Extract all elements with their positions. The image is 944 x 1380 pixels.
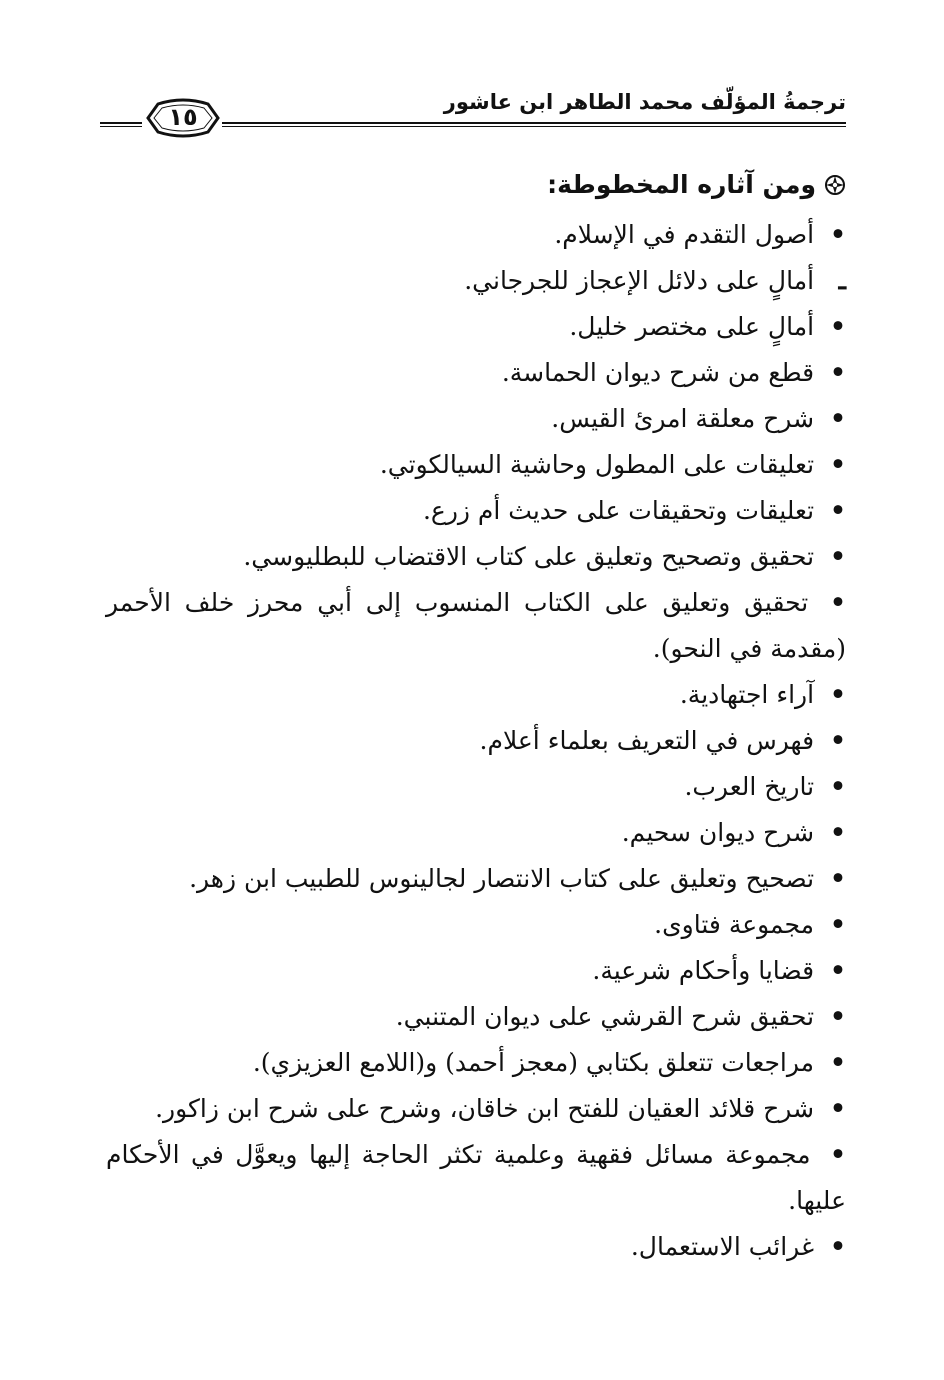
- page-header: [100, 84, 846, 140]
- bullet-icon: •: [830, 772, 846, 801]
- list-item: [106, 718, 846, 764]
- page-number: ١٥: [168, 103, 198, 131]
- list-item-text: تصحيح وتعليق على كتاب الانتصار لجالينوس للطبيب ابن زهر.: [189, 864, 815, 893]
- running-title: ترجمةُ المؤلّف محمد الطاهر ابن عاشور: [443, 90, 846, 114]
- list-item: [106, 948, 846, 994]
- list-item-text: أمالٍ على مختصر خليل.: [569, 312, 815, 341]
- list-item-text: مجموعة فتاوى.: [654, 910, 815, 939]
- list-item-text: تعليقات وتحقيقات على حديث أم زرع.: [422, 496, 815, 525]
- list-item-text: تحقيق وتصحيح وتعليق على كتاب الاقتضاب للبطليوسي.: [243, 542, 815, 571]
- list-item-text: شرح ديوان سحيم.: [621, 818, 815, 847]
- list-item-text: قطع من شرح ديوان الحماسة.: [501, 358, 815, 387]
- list-item: [106, 672, 846, 718]
- bullet-icon: •: [830, 1002, 846, 1031]
- list-item-text: أصول التقدم في الإسلام.: [554, 220, 815, 249]
- flower-icon: [824, 174, 846, 196]
- list-item-text: تحقيق وتعليق على الكتاب المنسوب إلى أبي محرز خلف الأحمر (مقدمة في النحو).: [106, 588, 846, 663]
- list-item-text: مجموعة مسائل فقهية وعلمية تكثر الحاجة إليها ويعوَّل في الأحكام عليها.: [106, 1140, 846, 1215]
- list-item-text: شرح قلائد العقيان للفتح ابن خاقان، وشرح على شرح ابن زاكور.: [155, 1094, 815, 1123]
- list-item-text: فهرس في التعريف بعلماء أعلام.: [479, 726, 815, 755]
- bullet-icon: •: [830, 404, 846, 433]
- bullet-icon: •: [830, 1140, 846, 1169]
- bullet-icon: •: [830, 496, 846, 525]
- header-rule: [222, 122, 846, 127]
- section-heading: [106, 158, 846, 212]
- list-item-text: غرائب الاستعمال.: [630, 1232, 815, 1261]
- bullet-icon: •: [830, 956, 846, 985]
- bullet-icon: •: [830, 450, 846, 479]
- list-item: [106, 212, 846, 258]
- list-item-text: تعليقات على المطول وحاشية السيالكوتي.: [379, 450, 815, 479]
- list-item: [106, 994, 846, 1040]
- list-item: [106, 764, 846, 810]
- header-rule-left: [100, 122, 142, 127]
- bullet-icon: ـ: [838, 266, 846, 295]
- list-item-text: مراجعات تتعلق بكتابي (معجز أحمد) و(اللامع العزيزي).: [252, 1048, 815, 1077]
- list-item: [106, 1224, 846, 1270]
- list-item: [106, 396, 846, 442]
- list-item: [106, 1040, 846, 1086]
- list-item: [106, 304, 846, 350]
- bullet-icon: •: [830, 588, 846, 617]
- bullet-icon: •: [830, 680, 846, 709]
- bullet-icon: •: [830, 818, 846, 847]
- bullet-icon: •: [830, 1094, 846, 1123]
- list-item-text: شرح معلقة امرئ القيس.: [551, 404, 815, 433]
- list-item: [106, 856, 846, 902]
- list-item: [106, 580, 846, 672]
- section-heading-text: ومن آثاره المخطوطة:: [547, 170, 816, 199]
- bullet-icon: •: [830, 1232, 846, 1261]
- list-item: [106, 442, 846, 488]
- list-item: [106, 810, 846, 856]
- list-item-text: تاريخ العرب.: [684, 772, 815, 801]
- bullet-icon: •: [830, 1048, 846, 1077]
- page-content: [106, 158, 846, 1270]
- bullet-icon: •: [830, 910, 846, 939]
- list-item-text: آراء اجتهادية.: [679, 680, 815, 709]
- list-item-text: أمالٍ على دلائل الإعجاز للجرجاني.: [464, 266, 815, 295]
- manuscripts-list: [106, 212, 846, 1270]
- list-item: [106, 488, 846, 534]
- list-item-text: قضايا وأحكام شرعية.: [592, 956, 815, 985]
- bullet-icon: •: [830, 726, 846, 755]
- list-item: [106, 902, 846, 948]
- bullet-icon: •: [830, 542, 846, 571]
- list-item: [106, 1132, 846, 1224]
- bullet-icon: •: [830, 312, 846, 341]
- page-number-badge: [144, 98, 222, 138]
- list-item: [106, 1086, 846, 1132]
- list-item: [106, 258, 846, 304]
- list-item-text: تحقيق شرح القرشي على ديوان المتنبي.: [395, 1002, 815, 1031]
- list-item: [106, 534, 846, 580]
- list-item: [106, 350, 846, 396]
- bullet-icon: •: [830, 220, 846, 249]
- bullet-icon: •: [830, 358, 846, 387]
- bullet-icon: •: [830, 864, 846, 893]
